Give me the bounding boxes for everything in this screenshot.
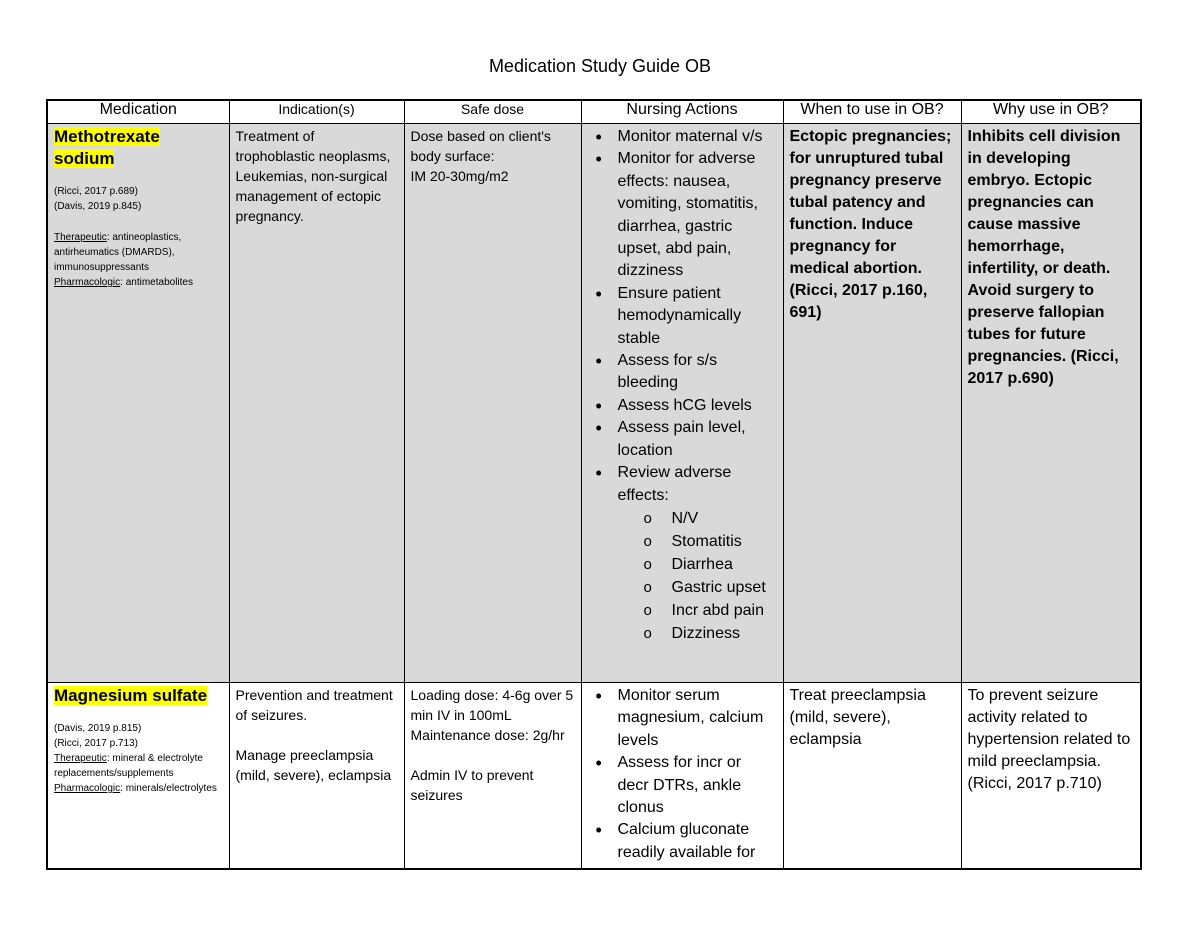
table-header-row: [47, 100, 1141, 124]
why-use-cell: Inhibits cell division in developing embryo. Ectopic pregnancies can cause massive hemorrhage, infertility, or death. Avoid surgery to preserve fallopian tubes for future pregnancies. (Ricci, 2017 p.690): [961, 124, 1141, 683]
nursing-actions-list: [588, 126, 777, 507]
list-item: • Monitor for adverse effects: nausea, vomiting, stomatitis, diarrhea, gastric upset, abd pain, dizziness: [588, 148, 777, 282]
medication-references: [54, 721, 223, 796]
reference: (Davis, 2019 p.845): [54, 201, 142, 212]
header-why-use: Why use in OB?: [961, 100, 1141, 124]
nursing-actions-cell: [581, 124, 783, 683]
when-to-use-cell: Treat preeclampsia (mild, severe), eclampsia: [783, 683, 961, 870]
table-row: [47, 683, 1141, 870]
nursing-actions-cell: [581, 683, 783, 870]
list-item: • Monitor maternal v/s: [588, 126, 777, 148]
list-item: o Gastric upset: [588, 576, 777, 599]
nursing-actions-list: [588, 685, 777, 864]
list-item: o Dizziness: [588, 622, 777, 645]
list-item: • Ensure patient hemodynamically stable: [588, 283, 777, 350]
why-use-cell: To prevent seizure activity related to hypertension related to mild preeclampsia. (Ricci, 2017 p.710): [961, 683, 1141, 870]
medication-cell: [47, 124, 229, 683]
reference: (Davis, 2019 p.815): [54, 723, 142, 734]
pharmacologic-class: Pharmacologic: antimetabolites: [54, 277, 193, 288]
list-item: • Monitor serum magnesium, calcium levels: [588, 685, 777, 752]
medication-references: [54, 184, 223, 290]
reference: (Ricci, 2017 p.689): [54, 186, 138, 197]
header-indications: Indication(s): [229, 100, 404, 124]
list-item: • Assess for incr or decr DTRs, ankle clonus: [588, 752, 777, 819]
list-item: • Review adverse effects:: [588, 462, 777, 507]
pharmacologic-class: Pharmacologic: minerals/electrolytes: [54, 783, 217, 794]
when-to-use-cell: Ectopic pregnancies; for unruptured tubal pregnancy preserve tubal patency and function. Induce pregnancy for medical abortion. (Ricci, 2017 p.160, 691): [783, 124, 961, 683]
header-nursing-actions: Nursing Actions: [581, 100, 783, 124]
medication-name: Magnesium sulfate: [54, 686, 208, 705]
header-medication: Medication: [47, 100, 229, 124]
list-item: • Calcium gluconate readily available for: [588, 819, 777, 864]
medication-name: Methotrexate sodium: [54, 127, 160, 168]
adverse-effects-sublist: [588, 507, 777, 645]
medication-table: [46, 99, 1142, 870]
list-item: o N/V: [588, 507, 777, 530]
therapeutic-class: Therapeutic: antineoplastics, antirheumatics (DMARDS), immunosuppressants: [54, 232, 182, 273]
page-title: Medication Study Guide OB: [488, 56, 712, 76]
list-item: o Incr abd pain: [588, 599, 777, 622]
reference: (Ricci, 2017 p.713): [54, 738, 138, 749]
list-item: • Assess for s/s bleeding: [588, 350, 777, 395]
indication-cell: Prevention and treatment of seizures. Manage preeclampsia (mild, severe), eclampsia: [229, 683, 404, 870]
list-item: o Diarrhea: [588, 553, 777, 576]
indication-cell: Treatment of trophoblastic neoplasms, Leukemias, non-surgical management of ectopic pregnancy.: [229, 124, 404, 683]
therapeutic-class: Therapeutic: mineral & electrolyte replacements/supplements: [54, 753, 203, 779]
list-item: • Assess pain level, location: [588, 417, 777, 462]
list-item: o Stomatitis: [588, 530, 777, 553]
medication-cell: [47, 683, 229, 870]
dose-cell: Loading dose: 4-6g over 5 min IV in 100mL Maintenance dose: 2g/hr Admin IV to prevent seizures: [404, 683, 581, 870]
list-item: • Assess hCG levels: [588, 395, 777, 417]
table-row: [47, 124, 1141, 683]
header-safe-dose: Safe dose: [404, 100, 581, 124]
dose-cell: Dose based on client's body surface: IM 20-30mg/m2: [404, 124, 581, 683]
header-when-to-use: When to use in OB?: [783, 100, 961, 124]
